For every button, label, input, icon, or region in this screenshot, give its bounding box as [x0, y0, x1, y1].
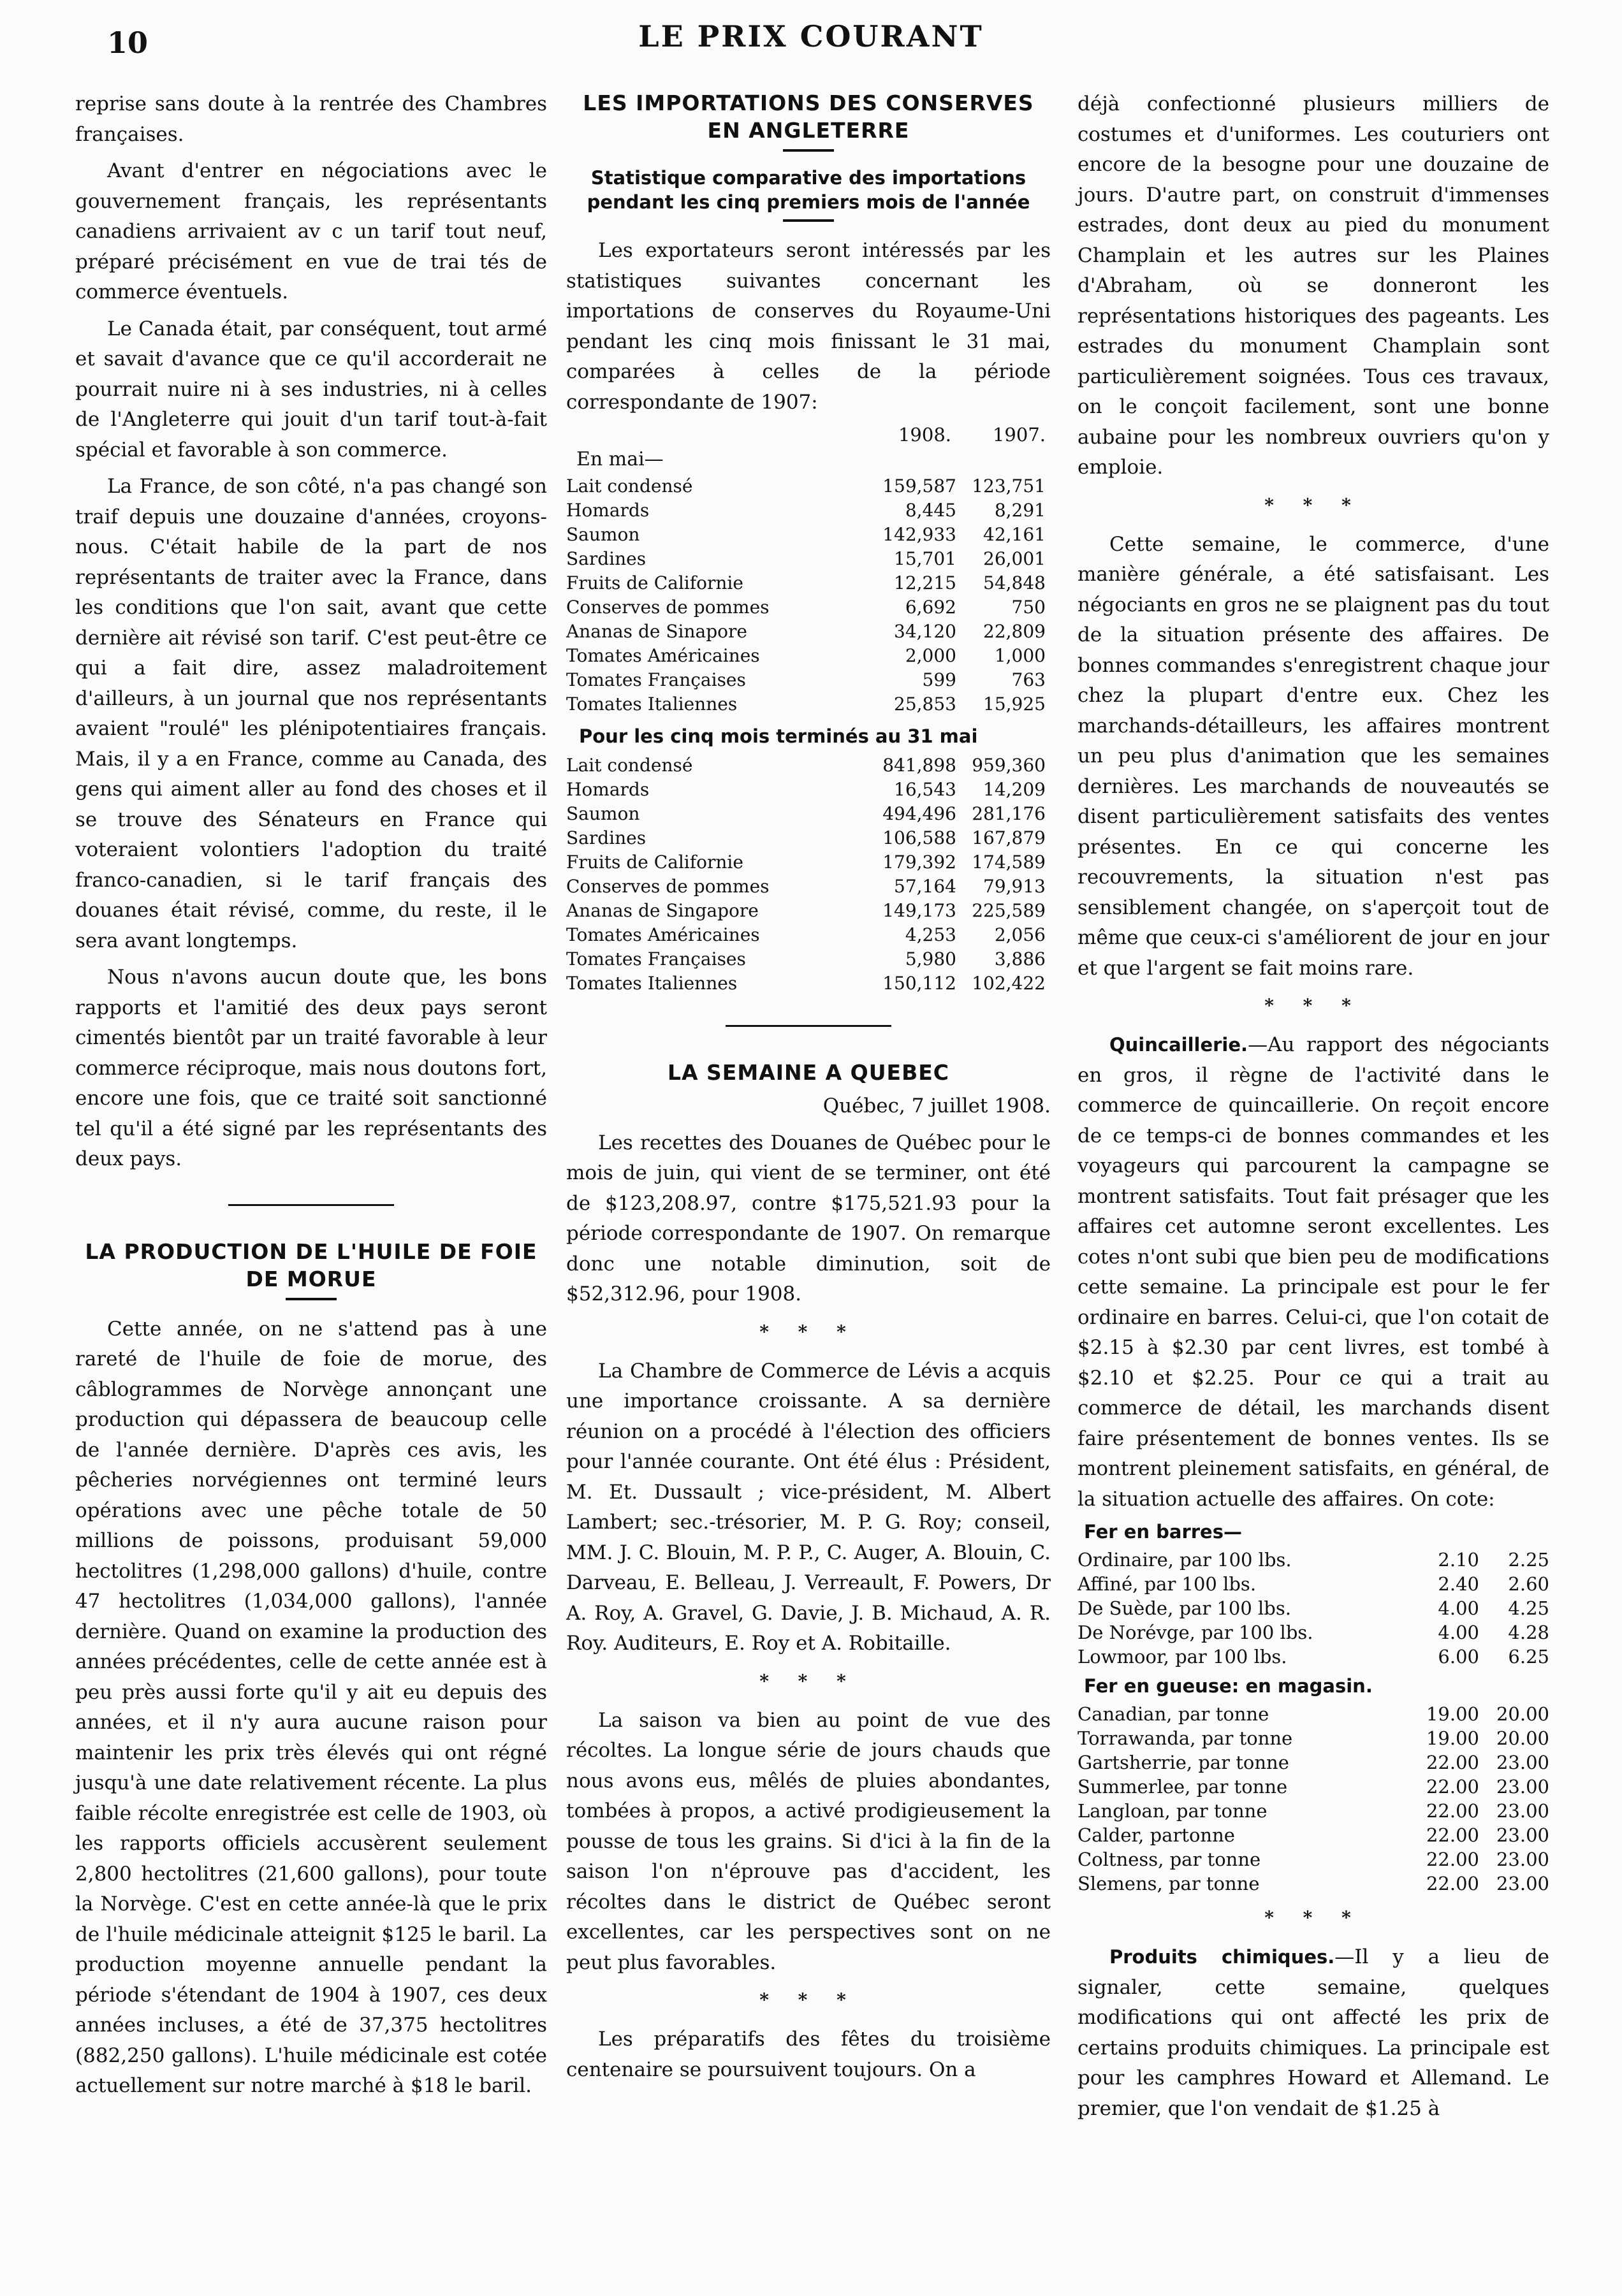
table-row: [566, 802, 1051, 826]
price-item: Lowmoor, par 100 lbs.: [1078, 1646, 1287, 1668]
price-high: 20.00: [1496, 1727, 1549, 1749]
table-row: [566, 753, 1051, 778]
price-high: 23.00: [1496, 1752, 1549, 1773]
price-low: 22.00: [1426, 1752, 1479, 1773]
row-label: Conserves de pommes: [566, 597, 770, 618]
paragraph-text: —Au rapport des négociants en gros, il règne de l'activité dans le commerce de quincaillerie. On reçoit encore de ce temps-ci de bonnes commandes et les voyageurs qui parcourent la campagne se montrent satisfaits. Tout fait présager que les affaires cet automne seront excellentes. Les cotes n'ont subi que bien peu de modifications cette semaine. La principale est pour le fer ordinaire en barres. Celui-ci, que l'on cotait de $2.15 à $2.30 par cent livres, est tombé à $2.10 et $2.25. Pour ce qui a trait au commerce de détail, les marchands disent faire présentement de bonnes ventes. Ils se montrent pleinement satisfaits, en général, de la situation actuelle des affaires. On cote:: [1078, 1033, 1549, 1511]
year-1908: 1908.: [898, 424, 951, 446]
value-1908: 8,445: [905, 500, 956, 521]
price-low: 19.00: [1426, 1703, 1479, 1725]
value-1907: 14,209: [983, 779, 1046, 800]
column-left: [75, 89, 547, 2108]
table-row: [566, 875, 1051, 899]
table-row: [1078, 1596, 1549, 1620]
year-1907: 1907.: [992, 424, 1046, 446]
value-1908: 150,112: [882, 973, 956, 994]
paragraph: [1078, 1030, 1549, 1515]
dateline: Québec, 7 juillet 1908.: [822, 1094, 1051, 1117]
table-row: [1078, 1548, 1549, 1572]
value-1907: 225,589: [972, 900, 1046, 921]
price-high: 20.00: [1496, 1703, 1549, 1725]
price-high: 2.60: [1508, 1573, 1549, 1595]
paragraph: La France, de son côté, n'a pas changé son traif depuis une douzaine d'années, croyons-nous. C'était habile de la part de nos représentants de traiter avec la France, dans les conditions que l'on sait, avant que cette dernière ait révisé son tarif. C'est peut-être ce qui a fait dire, assez maladroitement d'ailleurs, à un journal que nos représentants avaient "roulé" les plénipotentiaires français. Mais, il y a en France, comme au Canada, des gens qui aiment aller au fond des choses et il se trouve des Sénateurs en France qui voteraient volontiers l'adoption du traité franco-canadien, si le tarif français des douanes était révisé, comme, du reste, il le sera avant longtemps.: [75, 475, 547, 952]
value-1908: 57,164: [894, 876, 956, 897]
table-row: [566, 778, 1051, 802]
price-low: 22.00: [1426, 1873, 1479, 1894]
row-label: Homards: [566, 500, 650, 521]
article-title: LA SEMAINE A QUEBEC: [667, 1060, 949, 1085]
table-row: [566, 850, 1051, 875]
price-item: De Norévge, par 100 lbs.: [1078, 1622, 1313, 1643]
section-stars: * * *: [1264, 995, 1363, 1016]
price-item: Slemens, par tonne: [1078, 1873, 1260, 1894]
price-item: Torrawanda, par tonne: [1078, 1727, 1293, 1749]
price-item: Ordinaire, par 100 lbs.: [1078, 1549, 1292, 1571]
value-1907: 763: [1011, 669, 1046, 690]
price-item: Langloan, par tonne: [1078, 1800, 1268, 1822]
value-1908: 15,701: [894, 548, 956, 569]
price-low: 22.00: [1426, 1849, 1479, 1870]
price-low: 4.00: [1438, 1597, 1479, 1619]
five-months-import-table: [566, 753, 1051, 996]
price-low: 22.00: [1426, 1824, 1479, 1846]
price-low: 4.00: [1438, 1622, 1479, 1643]
section-stars: * * *: [1264, 1907, 1363, 1928]
paragraph: déjà confectionné plusieurs milliers de costumes et d'uniformes. Les couturiers ont encore de la besogne pour une douzaine de jours. D'autre part, on construit d'immenses estrades, dont deux au pied du monument Champlain et les autres sur les Plaines d'Abraham, où se donneront les représentations historiques des pageants. Les estrades du monument Champlain sont particulièrement soignées. Tous ces travaux, on le conçoit facilement, sont une bonne aubaine pour les nombreux ouvriers qu'on y emploie.: [1078, 92, 1549, 479]
price-high: 23.00: [1496, 1849, 1549, 1870]
value-1907: 750: [1011, 597, 1046, 618]
price-low: 6.00: [1438, 1646, 1479, 1668]
paragraph: Cette semaine, le commerce, d'une manière générale, a été satisfaisant. Les négociants en gros ne se plaignent pas du tout de la situation présente des affaires. De bonnes commandes s'enregistrent chaque jour chez la plupart d'entre eux. Chez les marchands-détailleurs, les affaires montrent un peu plus d'animation que les semaines dernières. Les marchands de nouveautés se disent particulièrement satisfaits des ventes présentes. En ce qui concerne les recouvrements, la situation n'est pas sensiblement changée, on s'aperçoit tout de même que ceux-ci s'améliorent de jour en jour et que l'argent se fait moins rare.: [1078, 532, 1549, 980]
row-label: Fruits de Californie: [566, 852, 743, 873]
value-1908: 841,898: [882, 755, 956, 776]
section-stars: * * *: [759, 1989, 858, 2010]
value-1907: 22,809: [983, 621, 1046, 642]
row-label: Lait condensé: [566, 476, 693, 497]
runin-heading: Produits chimiques.: [1109, 1946, 1335, 1968]
price-item: Coltness, par tonne: [1078, 1849, 1261, 1870]
may-import-table: [566, 474, 1051, 716]
table-row: [566, 547, 1051, 571]
price-high: 4.25: [1508, 1597, 1549, 1619]
value-1908: 149,173: [882, 900, 956, 921]
table-row: [1078, 1572, 1549, 1596]
table-row: [1078, 1620, 1549, 1645]
price-item: Affiné, par 100 lbs.: [1078, 1573, 1257, 1595]
table-row: [1078, 1871, 1549, 1896]
table-row: [566, 523, 1051, 547]
paragraph: reprise sans doute à la rentrée des Chambres françaises.: [75, 92, 547, 146]
fer-gueuse-price-table: [1078, 1702, 1549, 1896]
value-1907: 174,589: [972, 852, 1046, 873]
row-label: Tomates Américaines: [566, 645, 760, 666]
table-row: [1078, 1799, 1549, 1823]
price-low: 2.10: [1438, 1549, 1479, 1571]
row-label: Tomates Italiennes: [566, 973, 738, 994]
table-row: [566, 620, 1051, 644]
table-row: [1078, 1823, 1549, 1847]
paragraph: Cette année, on ne s'attend pas à une rareté de l'huile de foie de morue, des câblogrammes de Norvège annonçant une production qui dépassera de beaucoup celle de l'année dernière. D'après ces avis, les pêcheries norvégiennes ont terminé leurs opérations avec une pêche totale de 50 millions de poissons, produisant 59,000 hectolitres (1,298,000 gallons) d'huile, contre 47 hectolitres (1,034,000 gallons), l'année dernière. Quand on examine la production des années précédentes, celle de cette année est à peu près aussi forte qu'il y ait eu depuis des années, et il n'y aura aucune raison pour maintenir les prix très élevés qui ont régné jusqu'à une date relativement récente. La plus faible récolte enregistrée est celle de 1903, où les rapports officiels accusèrent seulement 2,800 hectolitres (21,600 gallons), pour toute la Norvège. C'est en cette année-là que le prix de l'huile médicinale atteignit $125 le baril. La production moyenne annuelle pendant la période s'étendant de 1904 à 1907, ces deux années incluses, a été de 37,375 hectolitres (882,250 gallons). L'huile médicinale est cotée actuellement sur notre marché à $18 le baril.: [75, 1317, 547, 2097]
title-rule: [286, 1298, 337, 1300]
value-1907: 102,422: [972, 973, 1046, 994]
price-item: Summerlee, par tonne: [1078, 1776, 1288, 1798]
price-low: 19.00: [1426, 1727, 1479, 1749]
value-1908: 599: [922, 669, 956, 690]
section-stars: * * *: [759, 1670, 858, 1692]
fer-barres-price-table: [1078, 1548, 1549, 1669]
price-item: Canadian, par tonne: [1078, 1703, 1269, 1725]
row-label: Tomates Françaises: [566, 948, 746, 970]
row-label: Tomates Américaines: [566, 924, 760, 945]
table-row: [1078, 1726, 1549, 1750]
value-1908: 25,853: [894, 694, 956, 715]
section-stars: * * *: [759, 1321, 858, 1342]
value-1908: 2,000: [905, 645, 956, 666]
value-1907: 3,886: [994, 948, 1046, 970]
price-item: Gartsherrie, par tonne: [1078, 1752, 1289, 1773]
row-label: Sardines: [566, 827, 647, 848]
value-1908: 179,392: [882, 852, 956, 873]
section-stars: * * *: [1264, 494, 1363, 516]
journal-title: LE PRIX COURANT: [638, 19, 984, 54]
table-row: [1078, 1750, 1549, 1775]
paragraph-text: —Il y a lieu de signaler, cette semaine, quelques modifications qui ont affecté les prix de certains produits chimiques. La principale est pour les camphres Howard et Allemand. Le premier, que l'on vendait de $1.25 à: [1078, 1945, 1549, 2120]
title-rule: [783, 149, 834, 152]
five-months-label: Pour les cinq mois terminés au 31 mai: [579, 725, 978, 747]
row-label: Saumon: [566, 803, 640, 824]
table-row: [566, 947, 1051, 971]
price-item: De Suède, par 100 lbs.: [1078, 1597, 1291, 1619]
row-label: Sardines: [566, 548, 647, 569]
paragraph: Les exportateurs seront intéressés par les statistiques suivantes concernant les importations de conserves du Royaume-Uni pendant les cinq mois finissant le 31 mai, comparées à celles de la période correspondante de 1907:: [566, 239, 1051, 414]
price-high: 4.28: [1508, 1622, 1549, 1643]
price-low: 22.00: [1426, 1776, 1479, 1798]
paragraph: [1078, 1942, 1549, 2124]
row-label: Ananas de Singapore: [566, 900, 759, 921]
table-row: [1078, 1702, 1549, 1726]
article-title: LA PRODUCTION DE L'HUILE DE FOIE DE MORUE: [85, 1239, 537, 1291]
table-row: [566, 923, 1051, 947]
value-1908: 34,120: [894, 621, 956, 642]
value-1908: 4,253: [905, 924, 956, 945]
price-high: 23.00: [1496, 1824, 1549, 1846]
row-label: Lait condensé: [566, 755, 693, 776]
value-1908: 142,933: [882, 524, 956, 545]
value-1907: 79,913: [983, 876, 1046, 897]
divider: [228, 1204, 394, 1206]
divider: [726, 1025, 891, 1027]
price-low: 22.00: [1426, 1800, 1479, 1822]
value-1907: 167,879: [972, 827, 1046, 848]
value-1908: 494,496: [882, 803, 956, 824]
table-row: [566, 971, 1051, 996]
price-high: 2.25: [1508, 1549, 1549, 1571]
value-1908: 12,215: [894, 572, 956, 593]
row-label: Saumon: [566, 524, 640, 545]
table-row: [566, 595, 1051, 620]
table-row: [566, 692, 1051, 716]
value-1907: 2,056: [994, 924, 1046, 945]
article-subtitle: Statistique comparative des importations pendant les cinq premiers mois de l'année: [587, 167, 1030, 213]
value-1907: 54,848: [983, 572, 1046, 593]
row-label: Tomates Italiennes: [566, 694, 738, 715]
paragraph: La saison va bien au point de vue des récoltes. La longue série de jours chauds que nous avons eus, mêlés de pluies abondantes, tombées à propos, a activé prodigieusement la pousse de tous les grains. Si d'ici à la fin de la saison l'on n'éprouve pas d'accident, les récoltes dans le district de Québec seront excellentes, car les perspectives sont on ne peut plus favorables.: [566, 1708, 1051, 1974]
runin-heading: Quincaillerie.: [1109, 1034, 1248, 1056]
value-1907: 8,291: [994, 500, 1046, 521]
may-label: En mai—: [576, 448, 664, 470]
row-label: Ananas de Sinapore: [566, 621, 747, 642]
price-high: 23.00: [1496, 1776, 1549, 1798]
value-1907: 26,001: [983, 548, 1046, 569]
value-1908: 16,543: [894, 779, 956, 800]
price-section-label: Fer en gueuse: en magasin.: [1084, 1675, 1373, 1697]
table-row: [566, 498, 1051, 523]
table-row: [566, 826, 1051, 850]
table-row: [1078, 1775, 1549, 1799]
table-row: [566, 899, 1051, 923]
price-section-label: Fer en barres—: [1084, 1521, 1242, 1543]
value-1908: 106,588: [882, 827, 956, 848]
row-label: Conserves de pommes: [566, 876, 770, 897]
title-rule: [783, 219, 834, 222]
price-high: 23.00: [1496, 1873, 1549, 1894]
value-1907: 281,176: [972, 803, 1046, 824]
price-high: 6.25: [1508, 1646, 1549, 1668]
page-number: 10: [107, 25, 149, 60]
value-1908: 159,587: [882, 476, 956, 497]
table-row: [1078, 1645, 1549, 1669]
value-1907: 42,161: [983, 524, 1046, 545]
price-item: Calder, partonne: [1078, 1824, 1235, 1846]
column-middle: [566, 89, 1051, 2091]
article-title: LES IMPORTATIONS DES CONSERVES EN ANGLETERRE: [583, 91, 1034, 143]
paragraph: Avant d'entrer en négociations avec le gouvernement français, les représentants canadiens arrivaient av c un tarif tout neuf, préparé précisément en vue de trai tés de commerce éventuels.: [75, 159, 547, 303]
table-row: [566, 644, 1051, 668]
table-row: [1078, 1847, 1549, 1871]
value-1908: 5,980: [905, 948, 956, 970]
paragraph: Nous n'avons aucun doute que, les bons rapports et l'amitié des deux pays seront cimentés bientôt par un traité favorable à leur commerce réciproque, mais nous doutons fort, encore une fois, que ce traité soit sanctionné tel qu'il a été signé par les représentants des deux pays.: [75, 966, 547, 1170]
paragraph: Les recettes des Douanes de Québec pour le mois de juin, qui vient de se terminer, ont été de $123,208.97, contre $175,521.93 pour la période correspondante de 1907. On remarque donc une notable diminution, soit de $52,312.96, pour 1908.: [566, 1131, 1051, 1305]
table-row: [566, 668, 1051, 692]
row-label: Homards: [566, 779, 650, 800]
table-row: [566, 571, 1051, 595]
year-header: [566, 424, 1051, 446]
row-label: Tomates Françaises: [566, 669, 746, 690]
value-1908: 6,692: [905, 597, 956, 618]
paragraph: La Chambre de Commerce de Lévis a acquis une importance croissante. A sa dernière réunion on a procédé à l'élection des officiers pour l'année courante. Ont été élus : Président, M. Et. Dussault ; vice-président, M. Albert Lambert; sec.-trésorier, M. P. G. Roy; conseil, MM. J. C. Blouin, M. P. P., C. Auger, A. Blouin, C. Darveau, E. Belleau, J. Verreault, F. Powers, Dr A. Roy, A. Gravel, G. Davie, J. B. Michaud, A. R. Roy. Auditeurs, E. Roy et A. Robitaille.: [566, 1359, 1051, 1655]
paragraph: Les préparatifs des fêtes du troisième centenaire se poursuivent toujours. On a: [566, 2028, 1051, 2081]
table-row: [566, 474, 1051, 498]
paragraph: Le Canada était, par conséquent, tout armé et savait d'avance que ce qu'il accorderait ne pourrait nuire ni à ses industries, ni à celles de l'Angleterre qui jouit d'un tarif tout-à-fait spécial et favorable à son commerce.: [75, 317, 547, 461]
column-right: [1078, 89, 1549, 2130]
value-1907: 959,360: [972, 755, 1046, 776]
price-low: 2.40: [1438, 1573, 1479, 1595]
value-1907: 15,925: [983, 694, 1046, 715]
value-1907: 123,751: [972, 476, 1046, 497]
price-high: 23.00: [1496, 1800, 1549, 1822]
value-1907: 1,000: [994, 645, 1046, 666]
row-label: Fruits de Californie: [566, 572, 743, 593]
